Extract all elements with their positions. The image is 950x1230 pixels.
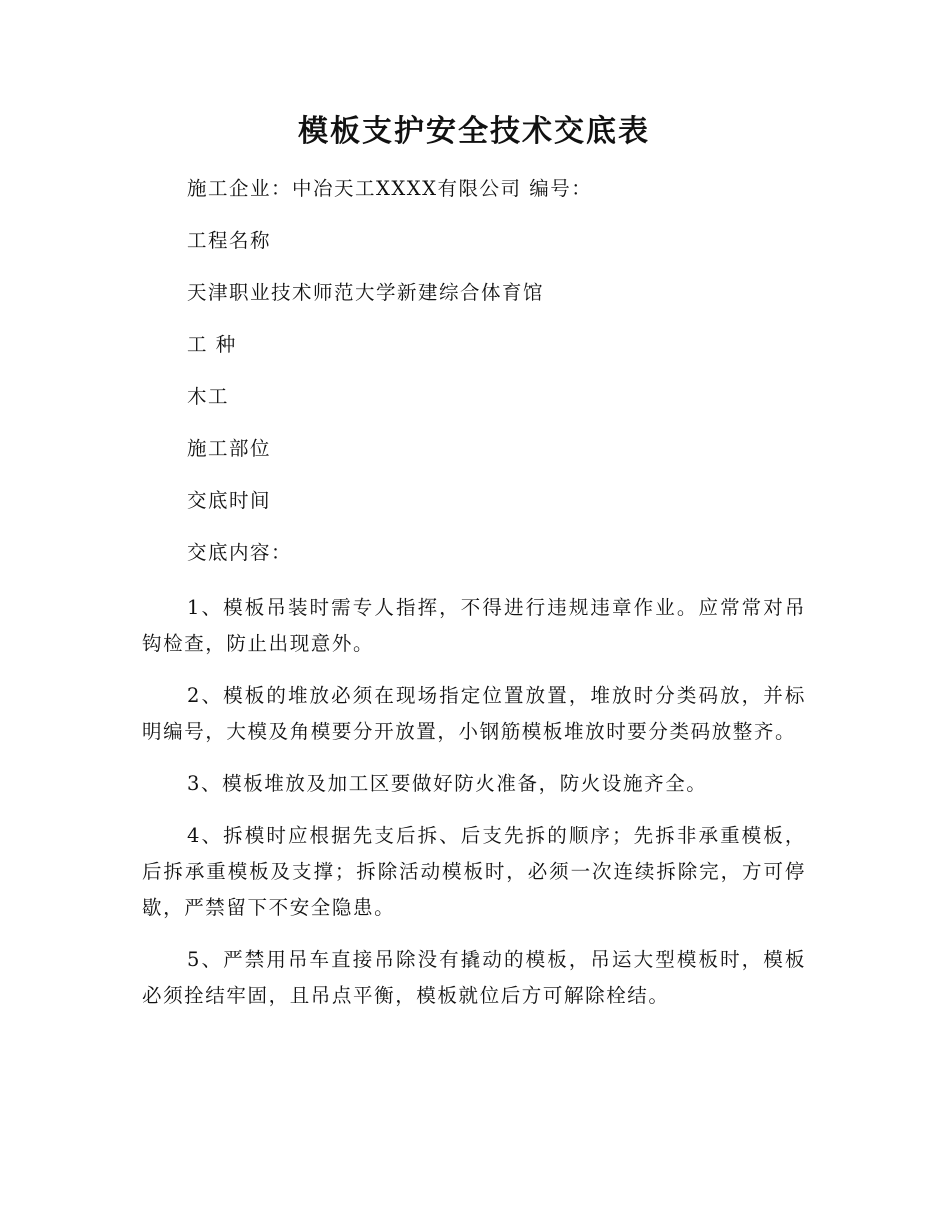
paragraph-5: 5、严禁用吊车直接吊除没有撬动的模板，吊运大型模板时，模板必须拴结牢固，且吊点平衡，模板就位后方可解除栓结。 — [142, 948, 806, 1007]
content-body — [142, 590, 806, 1014]
field-content-label: 交底内容： — [187, 541, 293, 564]
paragraph-1: 1、模板吊装时需专人指挥，不得进行违规违章作业。应常常对吊钩检查，防止出现意外。 — [142, 596, 806, 655]
paragraph-2: 2、模板的堆放必须在现场指定位置放置，堆放时分类码放，并标明编号，大模及角模要分开放置，小钢筋模板堆放时要分类码放整齐。 — [142, 684, 806, 743]
field-project-name-label: 工程名称 — [187, 229, 272, 252]
paragraph-3: 3、模板堆放及加工区要做好防火准备，防火设施齐全。 — [187, 772, 708, 795]
field-trade-value: 木工 — [187, 385, 230, 408]
field-trade-label: 工 种 — [187, 333, 237, 356]
field-location-label: 施工部位 — [187, 437, 272, 460]
field-project-name-value: 天津职业技术师范大学新建综合体育馆 — [187, 281, 545, 304]
paragraph-4: 4、拆模时应根据先支后拆、后支先拆的顺序；先拆非承重模板，后拆承重模板及支撑；拆除活动模板时，必须一次连续拆除完，方可停歇，严禁留下不安全隐患。 — [142, 824, 806, 919]
field-list — [142, 174, 806, 568]
field-company: 施工企业：中冶天工XXXX有限公司 编号： — [187, 177, 593, 200]
field-date-label: 交底时间 — [187, 489, 272, 512]
document-title: 模板支护安全技术交底表 — [298, 114, 650, 149]
